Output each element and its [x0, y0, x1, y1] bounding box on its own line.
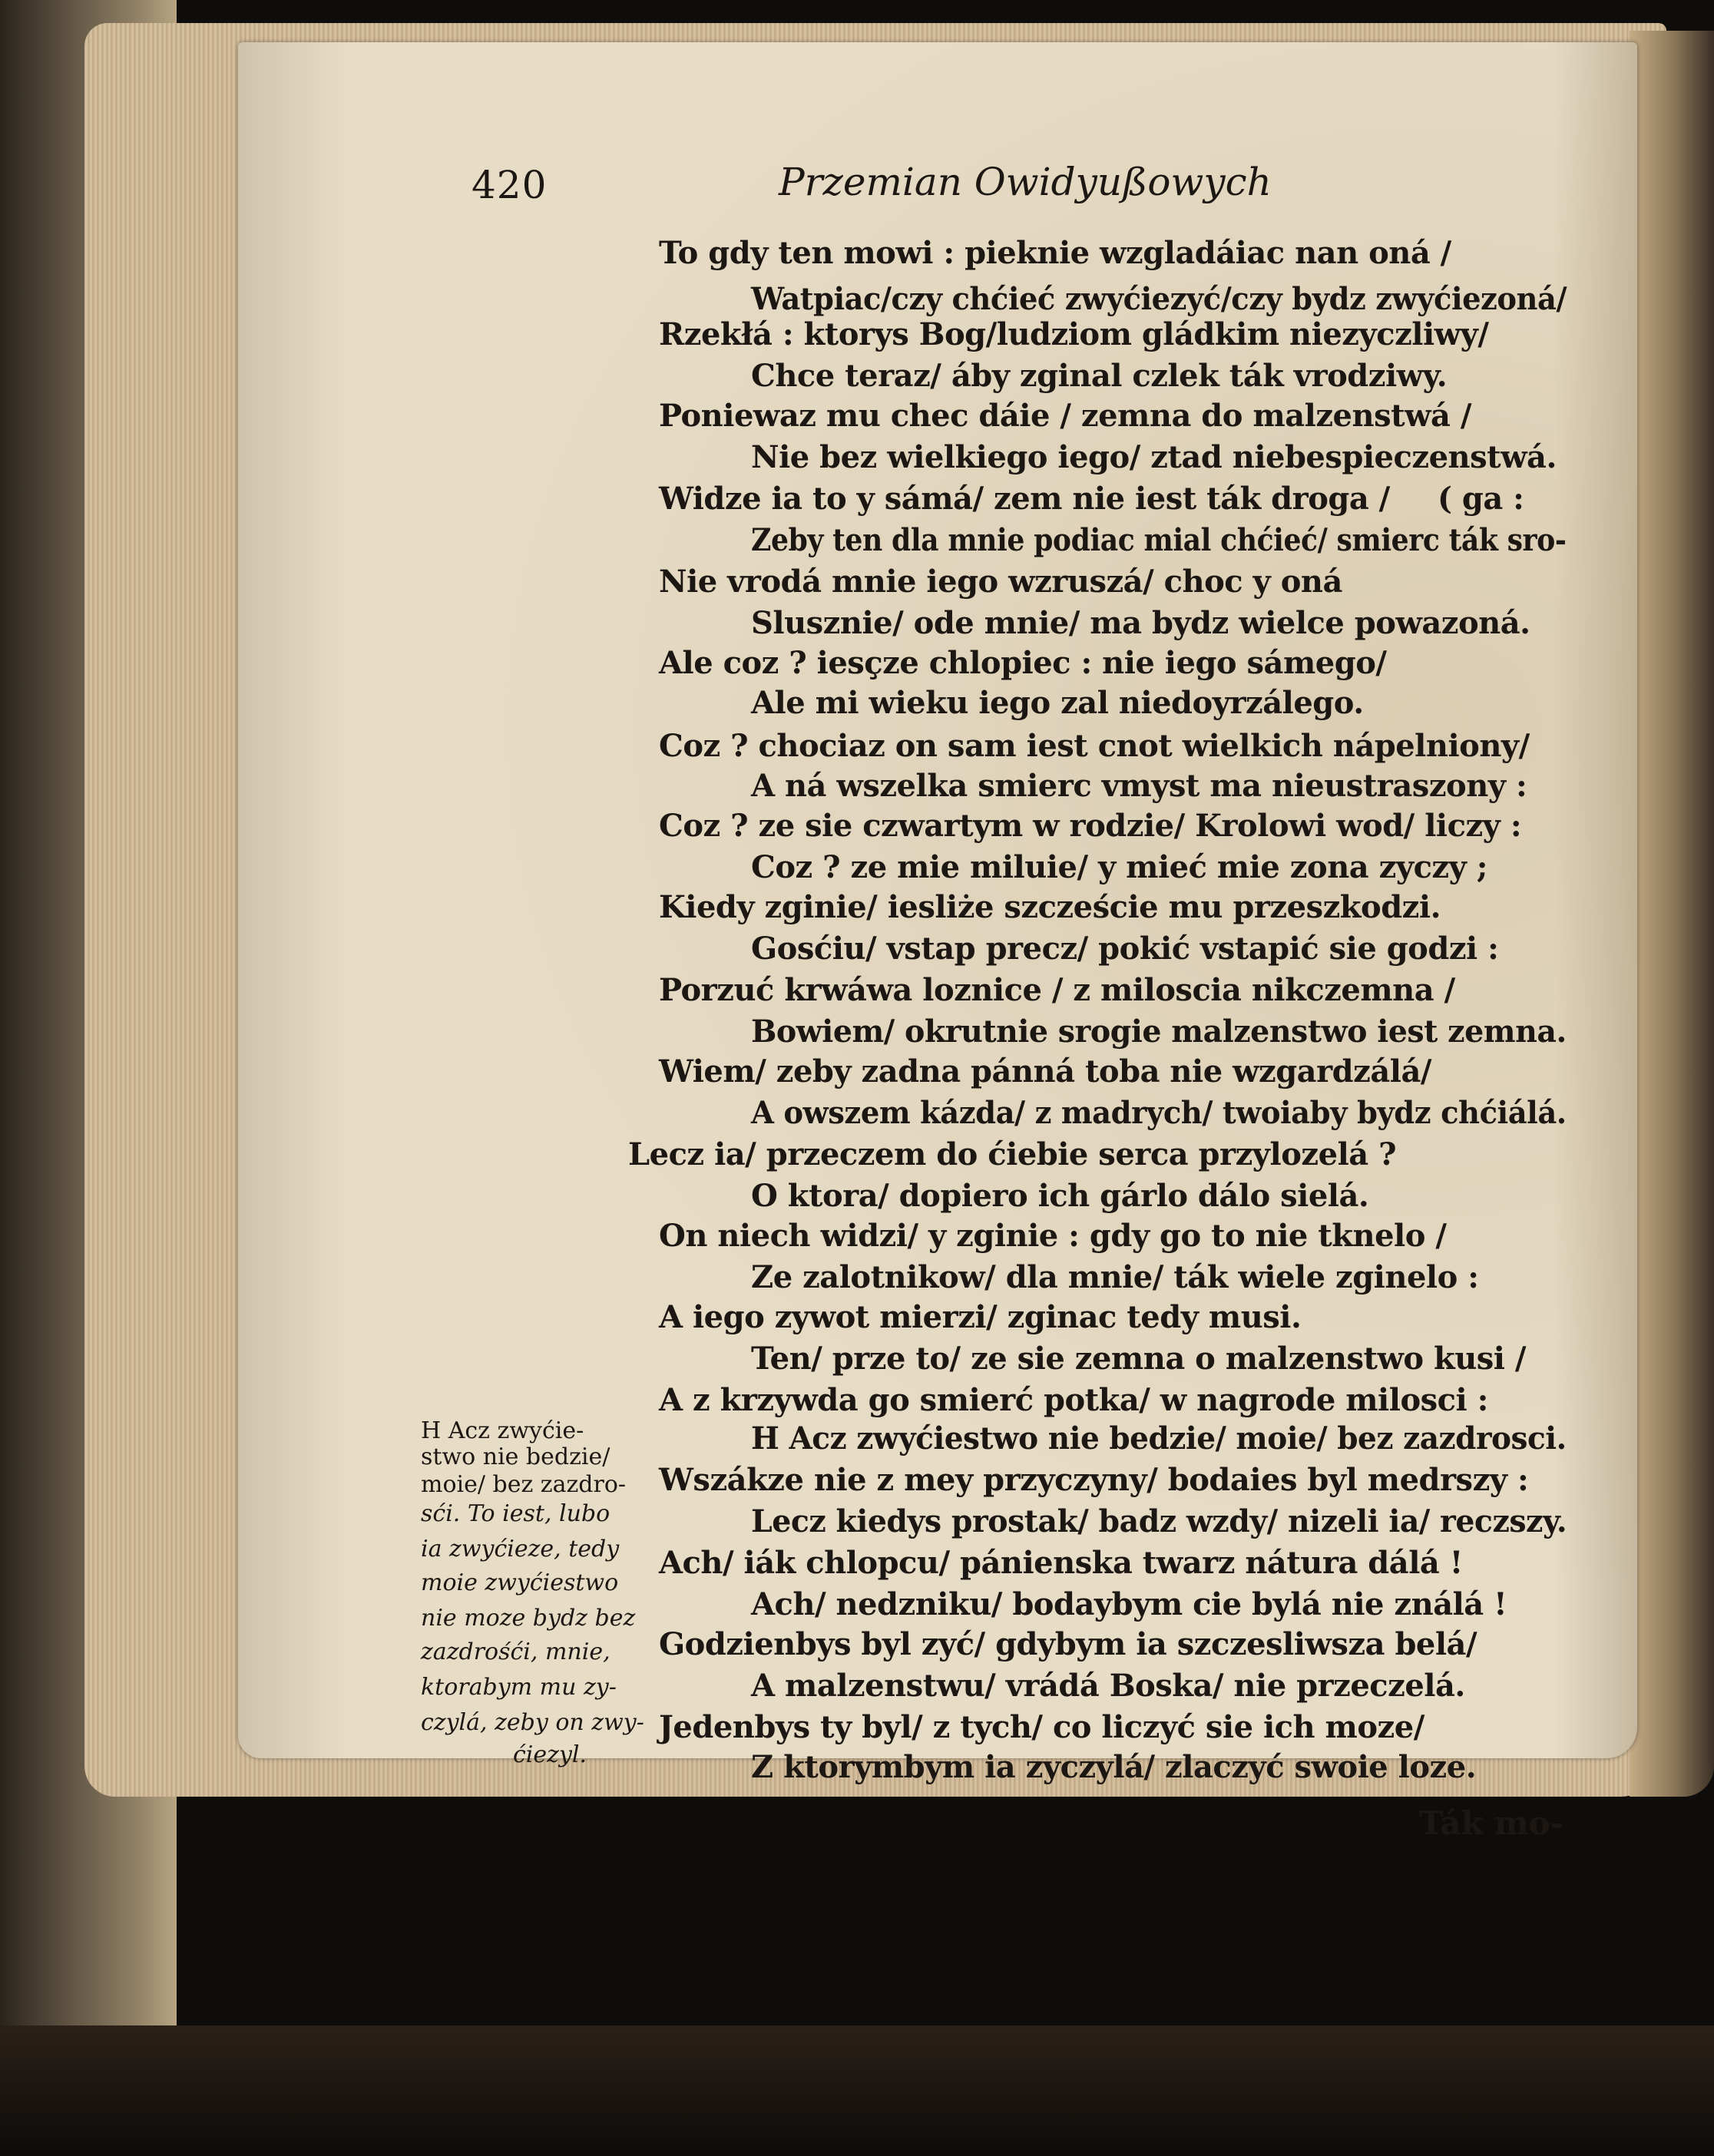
verse-line: Coz ? ze sie czwartym w rodzie/ Krolowi wod/ liczy : [659, 808, 1522, 844]
verse-line: Gosćiu/ vstap precz/ pokić vstapić sie godzi : [751, 931, 1499, 967]
verse-line: Watpiac/czy chćieć zwyćiezyć/czy bydz zwyćiezoná/ [751, 281, 1567, 317]
verse-line: A owszem kázda/ z madrych/ twoiaby bydz chćiálá. [751, 1095, 1567, 1131]
marginal-gloss-line: zazdrośći, mnie, [421, 1638, 610, 1665]
verse-line: A malzenstwu/ vrádá Boska/ nie przeczelá. [751, 1668, 1465, 1704]
verse-line-bracket: ( ga : [1438, 481, 1524, 517]
marginal-gloss-line: stwo nie bedzie/ [421, 1443, 610, 1470]
marginal-gloss-line: ćiezyl. [513, 1741, 587, 1768]
verse-line: Lecz kiedys prostak/ badz wzdy/ nizeli ia/ reczszy. [751, 1503, 1567, 1539]
verse-line: Z ktorymbym ia zyczylá/ zlaczyć swoie loze. [751, 1749, 1477, 1785]
marginal-gloss-line: nie moze bydz bez [421, 1605, 636, 1632]
verse-line: Rzekłá : ktorys Bog/ludziom gládkim niezyczliwy/ [659, 316, 1489, 352]
verse-line: Slusznie/ ode mnie/ ma bydz wielce powazoná. [751, 605, 1530, 641]
verse-line: Ale mi wieku iego zal niedoyrzálego. [751, 685, 1364, 721]
marginal-gloss-line: moie zwyćiestwo [421, 1569, 619, 1596]
verse-line: Widze ia to y sámá/ zem nie iest ták droga / [659, 481, 1390, 517]
verse-line: Nie bez wielkiego iego/ ztad niebespieczenstwá. [751, 439, 1557, 475]
verse-line: Porzuć krwáwa loznice / z miloscia nikczemna / [659, 972, 1455, 1008]
verse-line: Jedenbys ty byl/ z tych/ co liczyć sie ich moze/ [659, 1709, 1424, 1745]
verse-line: On niech widzi/ y zginie : gdy go to nie tknelo / [659, 1218, 1447, 1254]
verse-line: A z krzywda go smierć potka/ w nagrode milosci : [659, 1382, 1488, 1418]
verse-line: Ale coz ? iesçze chlopiec : nie iego sámego/ [659, 645, 1387, 681]
marginal-gloss-line: ia zwyćieze, tedy [421, 1536, 620, 1562]
verse-line: Wiem/ zeby zadna pánná toba nie wzgardzálá/ [659, 1053, 1431, 1090]
verse-line: A iego zywot mierzi/ zginac tedy musi. [659, 1299, 1302, 1335]
verse-line: Coz ? ze mie miluie/ y mieć mie zona zyczy ; [751, 849, 1488, 885]
verse-line: Nie vrodá mnie iego wzruszá/ choc y oná [659, 564, 1342, 600]
verse-line: Zeby ten dla mnie podiac mial chćieć/ smierc ták sro- [751, 522, 1567, 558]
running-head: Przemian Owidyußowych [779, 160, 1272, 204]
verse-line: Godzienbys byl zyć/ gdybym ia szczesliwsza belá/ [659, 1626, 1477, 1662]
marginal-gloss-line: ktorabym mu zy- [421, 1674, 617, 1701]
verse-line: Kiedy zginie/ iesliże szczeście mu przeszkodzi. [659, 889, 1441, 925]
page-number: 420 [472, 163, 548, 207]
catchword: Ták mo- [1419, 1804, 1564, 1842]
verse-line: Ach/ nedzniku/ bodaybym cie bylá nie ználá ! [751, 1586, 1507, 1622]
marginal-gloss-line: H Acz zwyćie- [421, 1417, 584, 1444]
verse-line: Lecz ia/ przeczem do ćiebie serca przylozelá ? [628, 1136, 1397, 1172]
verse-line: H Acz zwyćiestwo nie bedzie/ moie/ bez zazdrosci. [751, 1420, 1567, 1457]
verse-line: A ná wszelka smierc vmyst ma nieustraszony : [751, 768, 1527, 804]
verse-line: Ten/ prze to/ ze sie zemna o malzenstwo kusi / [751, 1341, 1527, 1377]
verse-line: Chce teraz/ áby zginal czlek ták vrodziwy. [751, 358, 1448, 394]
marginal-gloss-line: sći. To iest, lubo [421, 1500, 610, 1527]
verse-line: Coz ? chociaz on sam iest cnot wielkich nápelniony/ [659, 728, 1530, 764]
marginal-gloss-line: czylá, zeby on zwy- [421, 1709, 644, 1736]
verse-line: Poniewaz mu chec dáie / zemna do malzenstwá / [659, 398, 1471, 434]
book-edge-right [1630, 31, 1714, 1797]
verse-line: Ze zalotnikow/ dla mnie/ ták wiele zginelo : [751, 1259, 1479, 1295]
verse-line: O ktora/ dopiero ich gárlo dálo sielá. [751, 1178, 1369, 1214]
verse-line: Ach/ iák chlopcu/ pánienska twarz nátura dálá ! [659, 1545, 1463, 1581]
verse-line: To gdy ten mowi : pieknie wzgladáiac nan oná / [659, 235, 1451, 271]
verse-line: Bowiem/ okrutnie srogie malzenstwo iest zemna. [751, 1014, 1567, 1050]
book-bottom-shadow [0, 2025, 1714, 2156]
verse-line: Wszákze nie z mey przyczyny/ bodaies byl medrszy : [659, 1462, 1529, 1498]
marginal-gloss-line: moie/ bez zazdro- [421, 1471, 627, 1498]
